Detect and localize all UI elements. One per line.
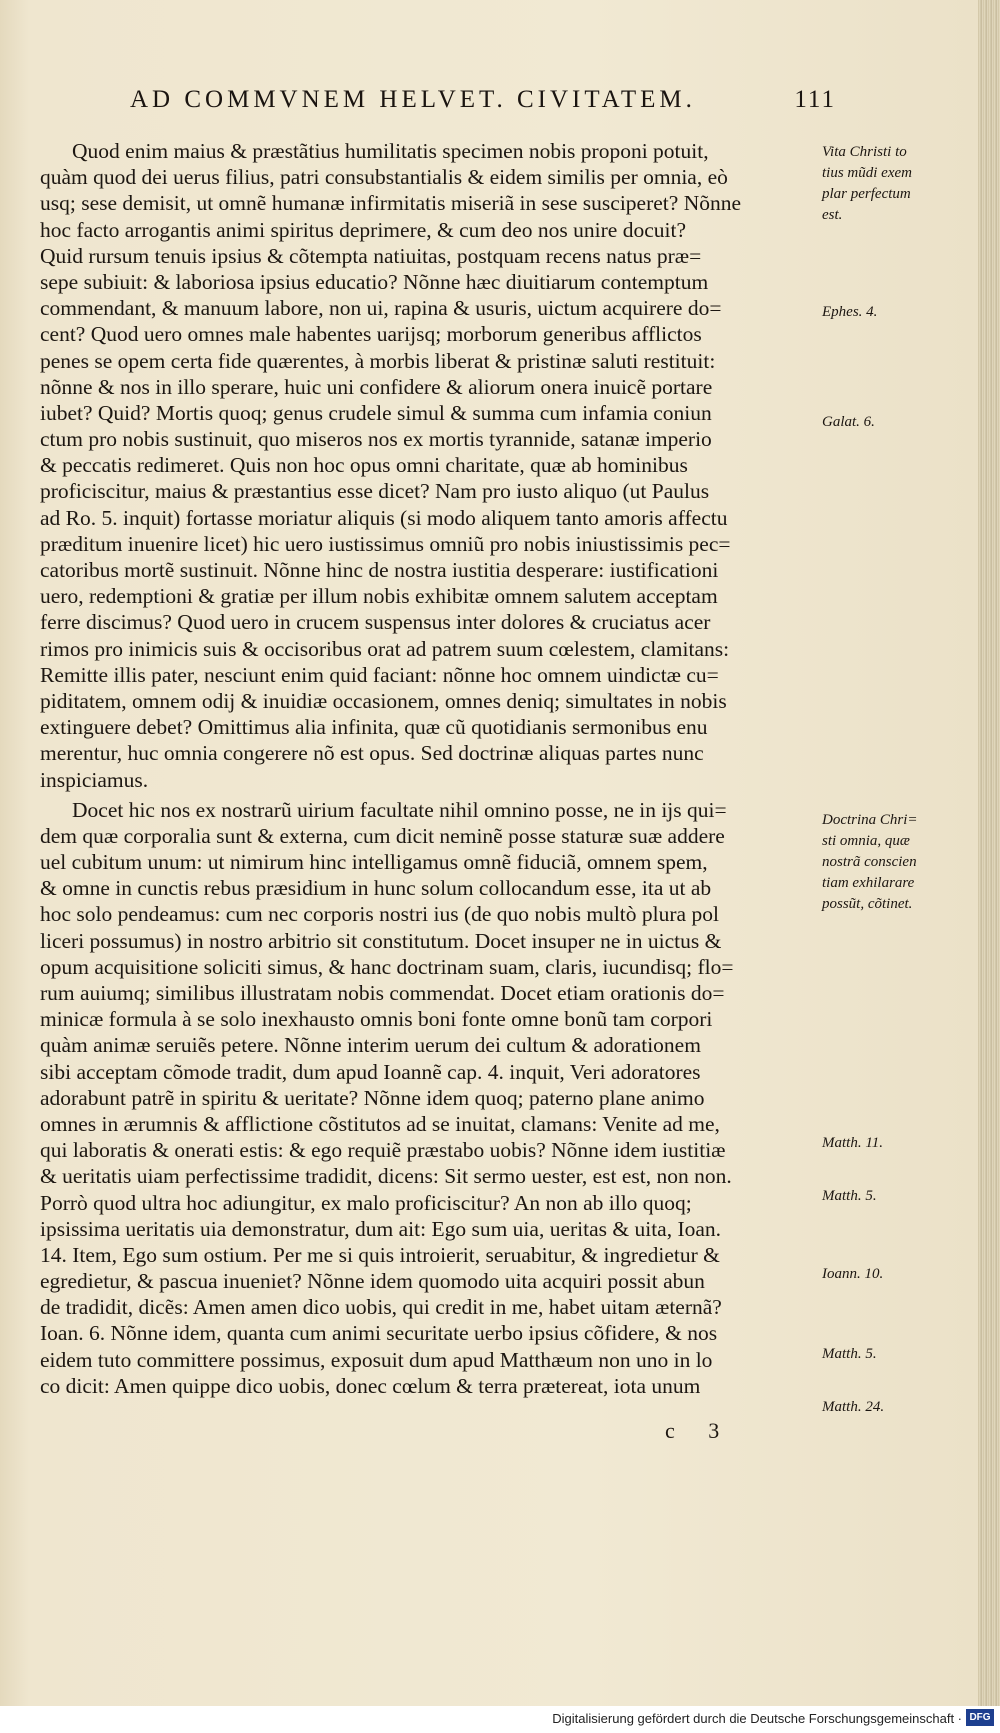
- margin-note-matth-5: Matth. 5.: [822, 1188, 877, 1204]
- text-line: egredietur, & pascua inueniet? Nõnne idem quomodo uita acquiri possit abun: [40, 1269, 705, 1294]
- text-line: merentur, huc omnia congerere nõ est opus. Sed doctrinæ aliquas partes nunc: [40, 741, 704, 766]
- text-line: uero, redemptioni & gratiæ per illum nobis exhibitæ omnem salutem acceptam: [40, 584, 718, 609]
- body-text: [40, 138, 810, 1399]
- page-header: [100, 86, 836, 122]
- text-line: opum acquisitione soliciti simus, & hanc doctrinam suam, claris, iucundisq; flo=: [40, 954, 734, 979]
- text-line: omnes in ærumnis & afflictione cõstitutos ad se inuitat, clamans: Venite ad me,: [40, 1111, 720, 1136]
- text-line: sepe subiuit: & laboriosa ipsius educatio? Nõnne hæc diuitiarum contemptum: [40, 269, 709, 294]
- margin-note-ephes: Ephes. 4.: [822, 304, 878, 320]
- folio-number: 111: [794, 86, 836, 113]
- margin-note-matth-24: Matth. 24.: [822, 1399, 885, 1415]
- text-line: quàm quod dei uerus filius, patri consubstantialis & eidem similis per omnia, eò: [40, 165, 728, 190]
- text-line: Quod enim maius & præstãtius humilitatis specimen nobis proponi potuit,: [72, 139, 709, 163]
- text-line: & peccatis redimeret. Quis non hoc opus omni charitate, quæ ab hominibus: [40, 453, 688, 478]
- text-line: commendant, & manuum labore, non ui, rapina & usuris, uictum acquirere do=: [40, 296, 722, 321]
- signature-mark: c 3: [665, 1418, 734, 1443]
- margin-note-ioann-10: Ioann. 10.: [822, 1266, 884, 1282]
- text-line: nõnne & nos in illo sperare, huic uni confidere & aliorum onera inuicẽ portare: [40, 374, 713, 399]
- text-line: Porrò quod ultra hoc adiungitur, ex malo proficiscitur? An non ab illo quoq;: [40, 1190, 692, 1215]
- running-head: AD COMMVNEM HELVET. CIVITATEM.: [130, 86, 696, 113]
- text-line: ctum pro nobis sustinuit, quo miseros nos ex mortis tyrannide, satanæ imperio: [40, 427, 712, 452]
- text-line: penes se opem certa fide quærentes, à morbis liberat & pristinæ saluti restituit:: [40, 348, 716, 373]
- text-line: de tradidit, dicẽs: Amen amen dico uobis, qui credit in me, habet uitam æternã?: [40, 1295, 722, 1320]
- text-line: quàm animæ seruiẽs petere. Nõnne interim uerum dei cultum & adorationem: [40, 1033, 701, 1058]
- text-line: hoc facto arrogantis animi spiritus deprimere, & cum deo nos unire docuit?: [40, 217, 687, 242]
- text-line: & ueritatis uiam perfectissime tradidit, dicens: Sit sermo uester, est est, non non.: [40, 1164, 732, 1189]
- text-line: iubet? Quid? Mortis quoq; genus crudele simul & summa cum infamia coniun: [40, 400, 712, 425]
- text-line: piditatem, omnem odij & inuidiæ occasionem, omnes deniq; simultates in nobis: [40, 688, 727, 713]
- text-line: ad Ro. 5. inquit) fortasse moriatur aliquis (si modo aliquem tanto amoris affectu: [40, 505, 728, 530]
- text-line: ferre discimus? Quod uero in crucem suspensus inter dolores & cruciatus acer: [40, 610, 711, 635]
- text-line: Remitte illis pater, nesciunt enim quid faciant: nõnne hoc omnem uindictæ cu=: [40, 662, 719, 687]
- margin-note-doctrina-christi: Doctrina Chri= sti omnia, quæ nostrã conscien tiam exhilarare possũt, cõtinet.: [822, 812, 918, 912]
- text-line: rum auiumq; similibus illustratam nobis commendat. Docet etiam orationis do=: [40, 981, 725, 1005]
- text-line: co dicit: Amen quippe dico uobis, donec cœlum & terra prætereat, iota unum: [40, 1373, 701, 1398]
- dfg-logo: DFG: [966, 1709, 994, 1726]
- text-line: hoc solo pendeamus: cum nec corporis nostri ius (de quo nobis multò plura pol: [40, 902, 719, 927]
- text-line: qui laboratis & onerati estis: & ego requiẽ præstabo uobis? Nõnne idem iustitiæ: [40, 1138, 726, 1163]
- page-edges: [978, 0, 1000, 1733]
- text-line: uel cubitum unum: ut nimirum hinc intelligamus omnẽ fiduciã, omnem spem,: [40, 850, 708, 875]
- digitization-credit: Digitalisierung gefördert durch die Deutsche Forschungsgemeinschaft ·: [552, 1711, 962, 1726]
- text-line: cent? Quod uero omnes male habentes uarijsq; morborum generibus afflictos: [40, 322, 702, 347]
- text-line: dem quæ corporalia sunt & externa, cum dicit neminẽ posse staturæ suæ addere: [40, 823, 725, 848]
- text-line: inspiciamus.: [40, 767, 149, 792]
- text-line: Quid rursum tenuis ipsius & cõtempta natiuitas, postquam recens natus præ=: [40, 243, 702, 268]
- text-line: 14. Item, Ego sum ostium. Per me si quis introierit, seruabitur, & ingredietur &: [40, 1242, 720, 1267]
- margin-note-matth-5b: Matth. 5.: [822, 1346, 877, 1362]
- text-line: eidem tuto committere possimus, exposuit dum apud Matthæum non uno in lo: [40, 1347, 713, 1372]
- text-line: rimos pro inimicis suis & occisoribus orat ad patrem suum cœlestem, clamitans:: [40, 636, 730, 661]
- text-line: catoribus mortẽ sustinuit. Nõnne hinc de nostra iustitia desperare: iustificationi: [40, 558, 719, 582]
- text-line: proficiscitur, maius & præstantius esse dicet? Nam pro iusto aliquo (ut Paulus: [40, 479, 710, 504]
- margin-note-galat: Galat. 6.: [822, 414, 875, 430]
- text-line: minicæ formula à se solo inexhausto omnis boni fonte omne bonũ tam corpori: [40, 1007, 713, 1032]
- text-line: præditum inuenire licet) hic uero iustissimus omniũ pro nobis iniustissimis pec=: [40, 531, 731, 556]
- margin-note-vita-christi: Vita Christi to tius mũdi exem plar perfectum est.: [822, 144, 912, 223]
- text-line: ipsissima ueritatis uia demonstratur, dum ait: Ego sum uia, ueritas & uita, Ioan.: [40, 1216, 722, 1241]
- text-line: usq; sese demisit, ut omnẽ humanæ infirmitatis miseriã in sese susciperet? Nõnne: [40, 191, 742, 216]
- text-line: extinguere debet? Omittimus alia infinita, quæ cũ quotidianis sermonibus enu: [40, 715, 708, 740]
- text-line: & omne in cunctis rebus præsidium in hunc solum collocandum esse, ita ut ab: [40, 876, 712, 901]
- text-line: sibi acceptam cõmode tradit, dum apud Ioannẽ cap. 4. inquit, Veri adoratores: [40, 1059, 701, 1084]
- text-line: adorabunt patrẽ in spiritu & ueritate? Nõnne idem quoq; paterno plane animo: [40, 1085, 705, 1110]
- margin-note-matth-11: Matth. 11.: [822, 1135, 883, 1151]
- text-line: liceri possumus) in nostro arbitrio sit constitutum. Docet insuper ne in uictus &: [40, 928, 722, 953]
- text-line: Ioan. 6. Nõnne idem, quanta cum animi securitate uerbo ipsius cõfidere, & nos: [40, 1321, 718, 1346]
- text-line: Docet hic nos ex nostrarũ uirium facultate nihil omnino posse, ne in ijs qui=: [72, 797, 727, 822]
